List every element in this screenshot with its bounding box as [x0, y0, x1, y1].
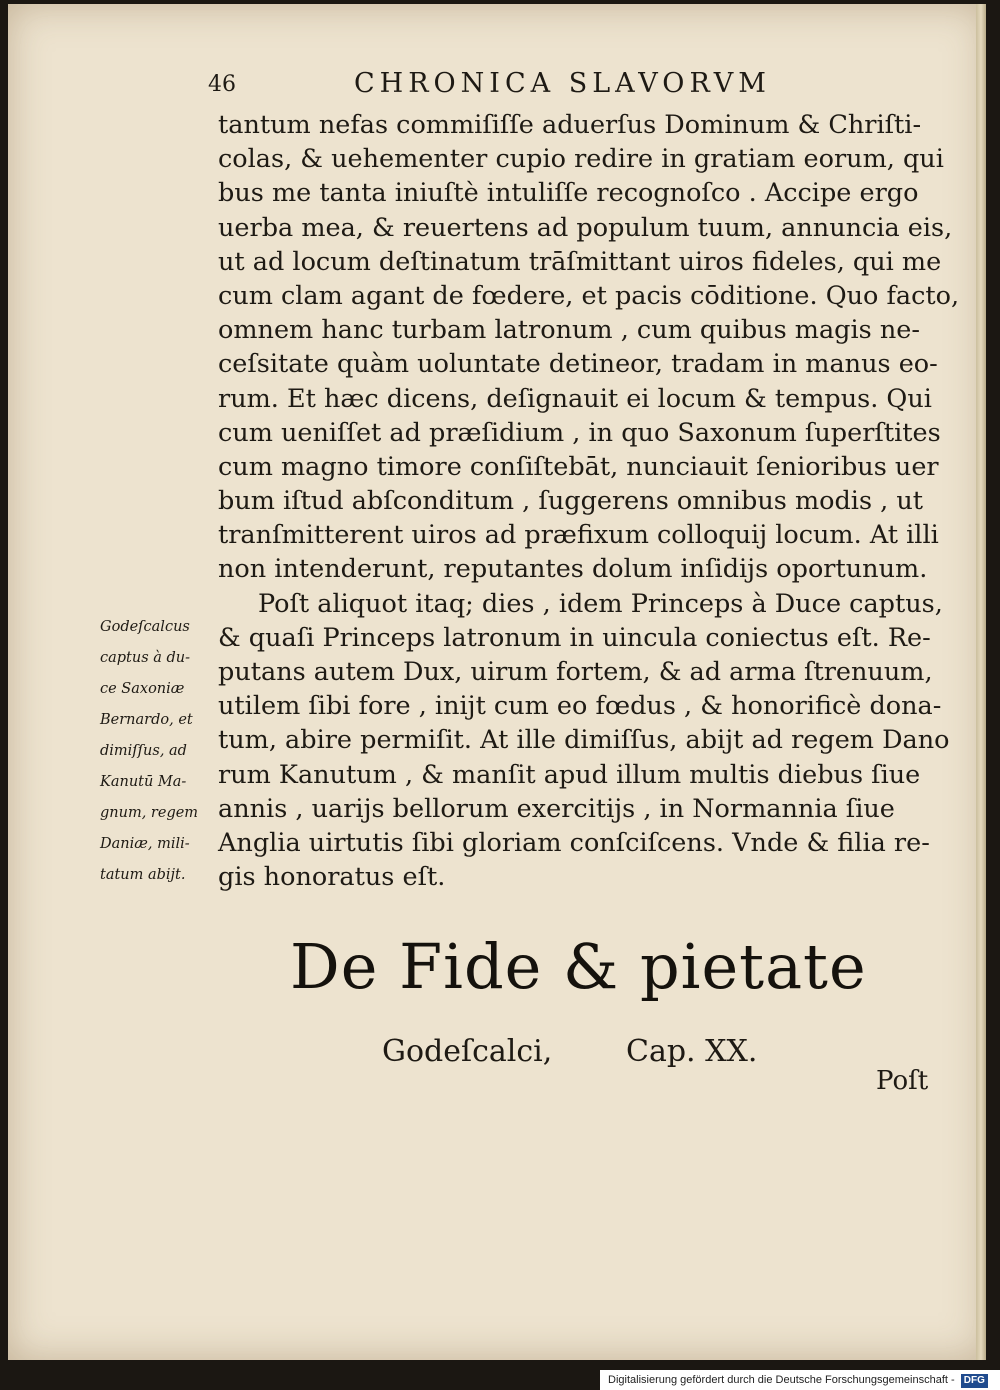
- margin-note-line: gnum, regem: [100, 805, 199, 821]
- dfg-logo[interactable]: DFG: [961, 1374, 988, 1388]
- margin-note-line: dimiſſus, ad: [100, 743, 187, 759]
- digitization-credit-bar: [600, 1370, 1000, 1390]
- text-line: & quaſi Princeps latronum in uincula coniectus eſt. Re-: [218, 622, 931, 653]
- text-line: tum, abire permiſit. At ille dimiſſus, abijt ad regem Dano: [218, 725, 950, 756]
- text-line: rum Kanutum , & manſit apud illum multis diebus ſiue: [218, 759, 921, 790]
- text-line: putans autem Dux, uirum fortem, & ad arma ſtrenuum,: [218, 657, 933, 687]
- text-line: bum iſtud abſconditum , ſuggerens omnibus modis , ut: [218, 486, 924, 517]
- text-line: rum. Et hæc dicens, deſignauit ei locum & tempus. Qui: [218, 383, 932, 414]
- text-line: ceſsitate quàm uoluntate detineor, tradam in manus eo-: [218, 349, 938, 380]
- body-text: [218, 108, 960, 894]
- margin-note-line: Daniæ, mili-: [100, 836, 190, 852]
- text-line: omnem hanc turbam latronum , cum quibus magis ne-: [218, 315, 920, 346]
- text-line: annis , uarijs bellorum exercitijs , in Normannia ſiue: [218, 793, 895, 824]
- page-edge: [976, 4, 986, 1360]
- text-line: cum magno timore conſiſtebāt, nunciauit ſenioribus uer: [218, 451, 939, 482]
- text-line: non intenderunt, reputantes dolum inſidijs oportunum.: [218, 554, 928, 585]
- text-line: gis honoratus eſt.: [218, 862, 446, 893]
- margin-note-line: Bernardo, et: [100, 712, 193, 728]
- margin-note-line: captus à du-: [100, 650, 191, 666]
- credit-text: Digitalisierung gefördert durch die Deutsche Forschungsgemeinschaft -: [608, 1374, 955, 1386]
- margin-note-line: tatum abijt.: [100, 867, 186, 883]
- text-line: Poſt aliquot itaq; dies , idem Princeps à Duce captus,: [258, 588, 943, 619]
- chapter-subtitle-name: Godeſcalci,: [382, 1034, 553, 1069]
- running-header: [200, 66, 820, 106]
- text-line: tantum nefas commiſiſſe aduerſus Dominum & Chriſti-: [218, 110, 922, 140]
- running-title: CHRONICA SLAVORVM: [354, 68, 771, 99]
- text-line: bus me tanta iniuſtè intuliſſe recognoſco . Accipe ergo: [218, 178, 919, 209]
- text-line: utilem ſibi fore , inijt cum eo fœdus , & honorificè dona-: [218, 691, 942, 722]
- text-line: cum ueniſſet ad præſidium , in quo Saxonum ſuperſtites: [218, 417, 941, 448]
- chapter-number: Cap. XX.: [626, 1034, 758, 1069]
- text-line: colas, & uehementer cupio redire in gratiam eorum, qui: [218, 144, 944, 175]
- text-line: ut ad locum deſtinatum trāſmittant uiros fideles, qui me: [218, 246, 942, 277]
- catchword: Poſt: [876, 1066, 929, 1096]
- page-number: 46: [208, 72, 236, 97]
- chapter-title: De Fide & pietate: [290, 930, 867, 1003]
- margin-note-line: Godeſcalcus: [100, 619, 190, 635]
- text-line: cum clam agant de fœdere, et pacis cōditione. Quo facto,: [218, 280, 960, 311]
- margin-note-line: Kanutū Ma-: [100, 774, 187, 790]
- text-line: tranſmitterent uiros ad præfixum colloquij locum. At illi: [218, 520, 939, 551]
- text-line: Anglia uirtutis ſibi gloriam conſciſcens. Vnde & filia re-: [218, 827, 930, 858]
- margin-note: [100, 612, 222, 891]
- text-line: uerba mea, & reuertens ad populum tuum, annuncia eis,: [218, 212, 953, 243]
- margin-note-line: ce Saxoniæ: [100, 681, 185, 697]
